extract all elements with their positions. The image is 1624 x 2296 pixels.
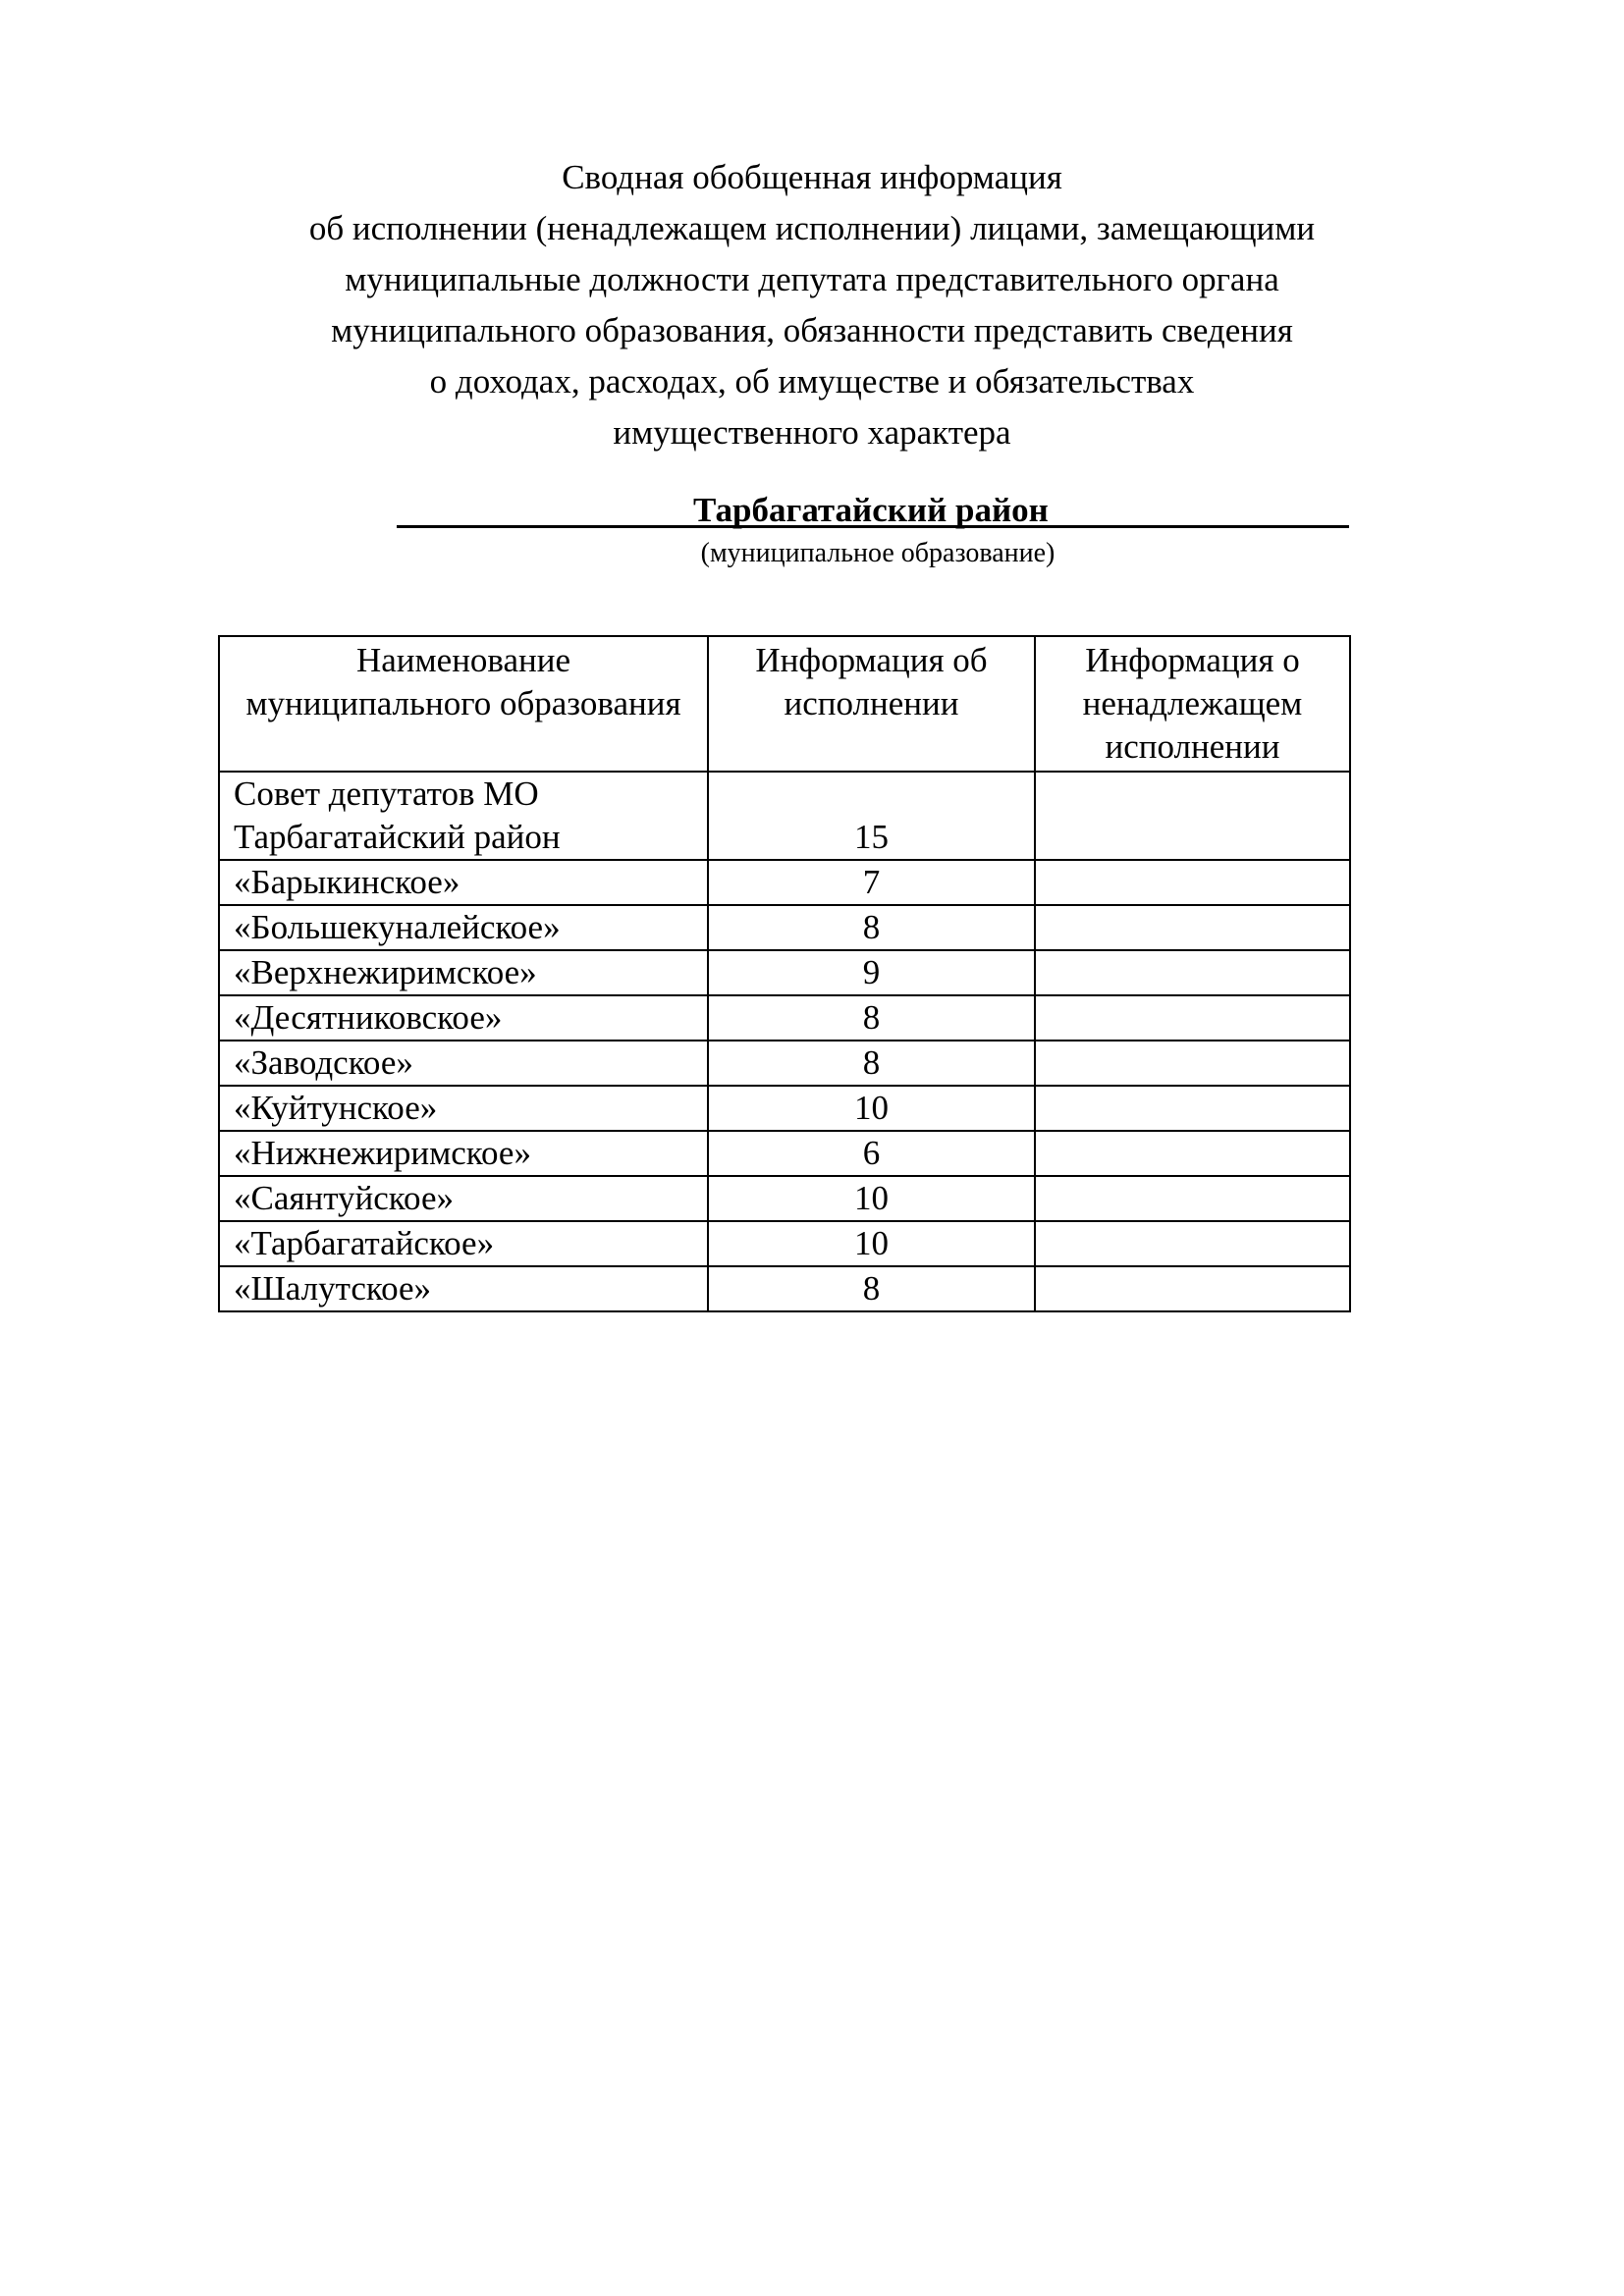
cell-fulfilled: 9: [708, 950, 1035, 995]
cell-municipality: Совет депутатов МО Тарбагатайский район: [219, 772, 708, 860]
report-table: [218, 635, 1351, 1312]
table-header-row: [219, 636, 1350, 772]
header-municipality: Наименование муниципального образования: [219, 636, 708, 772]
table-row: [219, 1221, 1350, 1266]
cell-municipality: «Нижнежиримское»: [219, 1131, 708, 1176]
cell-not-fulfilled: [1035, 860, 1350, 905]
cell-not-fulfilled: [1035, 1221, 1350, 1266]
table-row: [219, 1266, 1350, 1311]
title-line: о доходах, расходах, об имуществе и обязательствах: [429, 362, 1195, 400]
municipality-caption: (муниципальное образование): [700, 538, 1056, 568]
title-line: имущественного характера: [613, 413, 1011, 452]
cell-not-fulfilled: [1035, 1041, 1350, 1086]
cell-not-fulfilled: [1035, 1086, 1350, 1131]
cell-not-fulfilled: [1035, 1176, 1350, 1221]
title-line: муниципальные должности депутата представительного органа: [345, 260, 1279, 298]
cell-fulfilled: 10: [708, 1221, 1035, 1266]
cell-fulfilled: 6: [708, 1131, 1035, 1176]
cell-not-fulfilled: [1035, 950, 1350, 995]
table-row: [219, 950, 1350, 995]
title-line: об исполнении (ненадлежащем исполнении) лицами, замещающими: [308, 209, 1316, 247]
cell-fulfilled: 8: [708, 905, 1035, 950]
cell-fulfilled: 10: [708, 1086, 1035, 1131]
cell-not-fulfilled: [1035, 995, 1350, 1041]
table-row: [219, 995, 1350, 1041]
cell-not-fulfilled: [1035, 1266, 1350, 1311]
table-row: [219, 1176, 1350, 1221]
cell-fulfilled: 8: [708, 1041, 1035, 1086]
table-row: [219, 1041, 1350, 1086]
header-not-fulfilled: Информация о ненадлежащем исполнении: [1035, 636, 1350, 772]
cell-municipality: «Верхнежиримское»: [219, 950, 708, 995]
cell-not-fulfilled: [1035, 1131, 1350, 1176]
cell-municipality: «Саянтуйское»: [219, 1176, 708, 1221]
cell-fulfilled: 7: [708, 860, 1035, 905]
municipality-line: [397, 487, 1349, 534]
cell-fulfilled: 15: [708, 772, 1035, 860]
cell-municipality: «Тарбагатайское»: [219, 1221, 708, 1266]
table-row: [219, 1131, 1350, 1176]
document-title: [0, 152, 1624, 458]
cell-not-fulfilled: [1035, 905, 1350, 950]
cell-municipality: «Барыкинское»: [219, 860, 708, 905]
cell-fulfilled: 10: [708, 1176, 1035, 1221]
title-line: муниципального образования, обязанности представить сведения: [331, 311, 1293, 349]
title-line: Сводная обобщенная информация: [562, 158, 1062, 196]
header-fulfilled: Информация об исполнении: [708, 636, 1035, 772]
table-row: [219, 772, 1350, 860]
municipality-name: Тарбагатайский район: [693, 491, 1049, 529]
cell-municipality: «Заводское»: [219, 1041, 708, 1086]
cell-not-fulfilled: [1035, 772, 1350, 860]
cell-municipality: «Шалутское»: [219, 1266, 708, 1311]
cell-municipality: «Большекуналейское»: [219, 905, 708, 950]
table-row: [219, 860, 1350, 905]
cell-municipality: «Десятниковское»: [219, 995, 708, 1041]
table-row: [219, 1086, 1350, 1131]
cell-fulfilled: 8: [708, 995, 1035, 1041]
cell-municipality: «Куйтунское»: [219, 1086, 708, 1131]
table-row: [219, 905, 1350, 950]
cell-fulfilled: 8: [708, 1266, 1035, 1311]
